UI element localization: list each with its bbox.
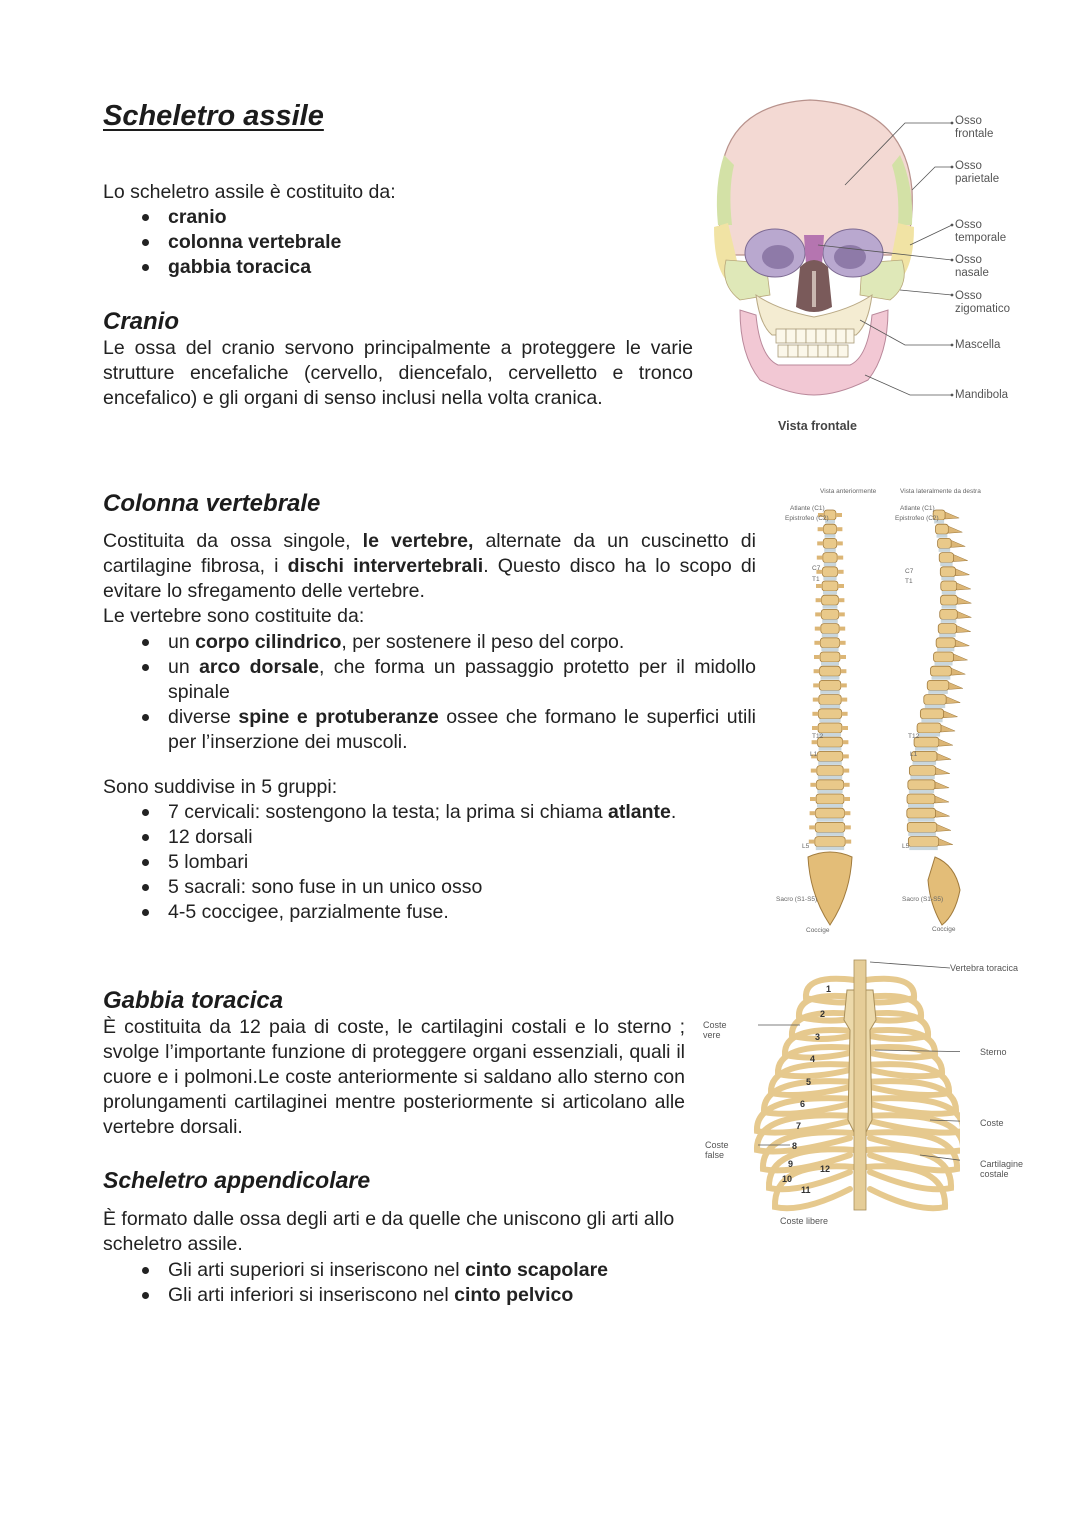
text-run-bold: dischi intervertebrali [287,555,484,577]
vertebra-shape [817,766,843,776]
spine-label-epistrofeo-side: Epistrofeo (C2) [895,515,939,522]
intro-text: Lo scheletro assile è costituito da: [103,181,396,203]
groups-intro: Sono suddivise in 5 gruppi: [103,776,338,798]
vertebra-shape [819,695,841,705]
rib-number: 9 [788,1159,794,1169]
spine-label-l1: L1 [810,751,818,758]
section-heading-cranio: Cranio [103,308,180,335]
vertebra-shape [824,524,837,534]
vertebra-shape [938,624,956,634]
list-item: Gli arti superiori si inseriscono nel cinto scapolare [140,1258,608,1283]
skull-label-mandibola: Mandibola [955,389,1009,401]
spine-label-c7: C7 [812,565,821,572]
rib-number: 7 [796,1121,802,1131]
vertebra-shape [815,837,845,847]
rib-number: 12 [820,1164,831,1174]
vertebra-shape [822,595,839,605]
skull-label-zigomatico: Osso zigomatico [955,290,1010,315]
list-item: gabbia toracica [140,255,341,280]
vertebra-shape [920,709,943,719]
list-item: 7 cervicali: sostengono la testa; la prima si chiama atlante. [140,800,676,825]
spine-label-l5-side: L5 [902,843,910,850]
spine-label-l1-side: L1 [910,751,918,758]
rib-number: 8 [792,1141,798,1151]
rib-label-sterno: Sterno [980,1047,1007,1057]
text-run: alternate da un cuscinetto di cartilagine fibrosa, i [103,530,756,577]
vertebra-shape [819,680,841,690]
vertebra-shape [908,780,935,790]
rib-number: 2 [820,1009,826,1019]
rib-number: 1 [826,984,832,994]
vertebre-list [140,630,756,755]
colonna-subtitle: Le vertebre sono costituite da: [103,605,365,627]
groups-list [140,800,676,925]
vertebra-shape [818,709,841,719]
spine-view-side: Vista lateralmente da destra [900,488,981,495]
vertebra-shape [820,652,840,662]
section-heading-gabbia: Gabbia toracica [103,987,284,1014]
vertebra-shape [936,638,955,648]
cranio-text: Le ossa del cranio servono principalmente a proteggere le varie strutture encefaliche (cervello, diencefalo, cervelletto e tronco encefalico) e gli organi di senso inclusi nella volta cranica. [103,337,693,409]
page-title: Scheletro assile [103,100,324,132]
spine-label-atlante: Atlante (C1) [790,505,825,512]
vertebra-shape [931,666,952,676]
vertebra-shape [908,837,938,847]
spine-label-t1-side: T1 [905,578,913,585]
spine-label-t12: T12 [812,733,824,740]
section-heading-colonna: Colonna vertebrale [103,490,321,517]
rib-label-vertebra: Vertebra toracica [950,963,1019,973]
rib-label-coste-libere: Coste libere [780,1216,829,1226]
rib-number: 6 [800,1099,806,1109]
vertebra-shape [934,652,954,662]
list-item: un arco dorsale, che forma un passaggio protetto per il midollo spinale [140,655,756,705]
vertebra-shape [820,638,839,648]
spine-label-t1: T1 [812,576,820,583]
skull-label-temporale: Osso temporale [955,219,1007,244]
skull-label-parietale: Osso parietale [955,160,1000,185]
section-heading-appendicolare: Scheletro appendicolare [103,1167,371,1193]
list-item: cranio [140,205,341,230]
spine-label-coccige: Coccige [806,927,830,934]
spine-label-sacro: Sacro (S1-S5) [776,896,818,903]
list-item: un corpo cilindrico, per sostenere il peso del corpo. [140,630,756,655]
vertebra-shape [821,624,839,634]
vertebra-shape [822,581,838,591]
vertebra-shape [816,808,845,818]
vertebra-shape [927,680,949,690]
spine-label-atlante-side: Atlante (C1) [900,505,935,512]
list-item: Gli arti inferiori si inseriscono nel cinto pelvico [140,1283,608,1308]
skull-label-frontale: Osso frontale [955,115,994,140]
list-item: 5 sacrali: sono fuse in un unico osso [140,875,676,900]
spine-illustration [770,485,1000,940]
vertebra-shape [940,567,955,577]
vertebra-shape [817,751,843,761]
text-run: Costituita da ossa singole, [103,530,363,552]
spine-label-coccige-side: Coccige [932,926,956,933]
rib-label-coste: Coste [980,1118,1004,1128]
list-item: colonna vertebrale [140,230,341,255]
appendicolare-text: È formato dalle ossa degli arti e da quelle che uniscono gli arti allo scheletro assile. [103,1208,675,1255]
skull-caption: Vista frontale [778,419,857,433]
intro-list [140,205,341,280]
vertebra-shape [823,553,837,563]
rib-label-coste-vere: Coste vere [703,1020,727,1040]
colonna-text [103,529,756,604]
vertebra-shape [917,723,941,733]
text-run: . Questo disco ha lo scopo di evitare lo sfregamento delle vertebre. [103,555,756,602]
spine-label-sacro-side: Sacro (S1-S5) [902,896,944,903]
vertebra-shape [820,666,841,676]
skull-label-mascella: Mascella [955,339,1001,351]
vertebra-shape [822,567,837,577]
vertebra-shape [941,581,957,591]
rib-number: 3 [815,1032,821,1042]
vertebra-shape [816,794,844,804]
vertebra-shape [941,595,958,605]
vertebra-shape [821,609,839,619]
vertebra-shape [815,822,845,832]
vertebra-shape [939,553,953,563]
rib-number: 4 [810,1054,816,1064]
appendicolare-list [140,1258,608,1308]
vertebra-shape [907,808,936,818]
spine-label-c7-side: C7 [905,568,914,575]
spine-view-front: Vista anteriormente [820,488,877,495]
rib-label-coste-false: Coste false [705,1140,729,1160]
vertebra-shape [823,538,837,548]
vertebra-shape [816,780,843,790]
vertebra-shape [924,695,946,705]
spine-label-epistrofeo: Epistrofeo (C2) [785,515,829,522]
vertebra-shape [909,766,935,776]
vertebra-shape [818,723,842,733]
skull-label-nasale: Osso nasale [955,254,989,279]
vertebra-shape [938,538,952,548]
rib-number: 11 [801,1185,811,1195]
vertebra-shape [907,794,935,804]
list-item: 5 lombari [140,850,676,875]
gabbia-text: È costituita da 12 paia di coste, le cartilagini costali e lo sterno ; svolge l’importante funzione di proteggere organi essenziali, quali il cuore e i polmoni.Le coste anteriormente si saldano allo sterno con prolungamenti cartilaginei mentre posteriormente si articolano alle vertebre dorsali. [103,1016,685,1138]
vertebra-shape [936,524,949,534]
list-item: 4-5 coccigee, parzialmente fuse. [140,900,676,925]
spine-label-t12-side: T12 [908,733,920,740]
spine-label-l5: L5 [802,843,810,850]
rib-number: 5 [806,1077,812,1087]
vertebra-shape [907,822,937,832]
rib-label-cartilagine: Cartilagine costale [980,1159,1024,1179]
rib-number: 10 [782,1174,793,1184]
text-run-bold: le vertebre, [362,530,474,552]
vertebra-shape [940,609,958,619]
list-item: diverse spine e protuberanze ossee che formano le superfici utili per l’inserzione dei muscoli. [140,705,756,755]
list-item: 12 dorsali [140,825,676,850]
